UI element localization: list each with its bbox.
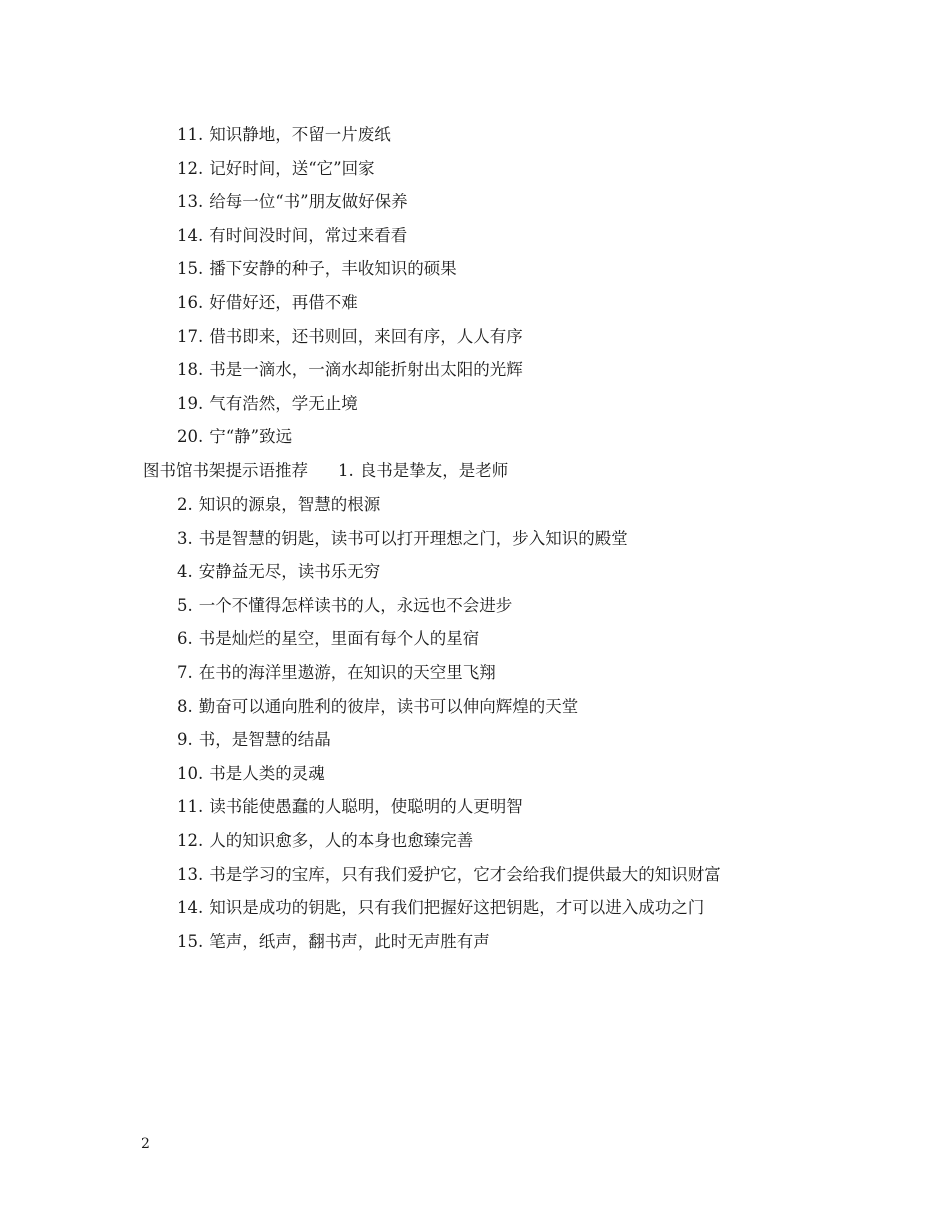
list-item: 12. 人的知识愈多，人的本身也愈臻完善 <box>177 830 474 850</box>
list-item: 14. 知识是成功的钥匙，只有我们把握好这把钥匙，才可以进入成功之门 <box>177 898 705 918</box>
list-item: 19. 气有浩然，学无止境 <box>177 393 358 413</box>
list-item: 11. 读书能使愚蠢的人聪明，使聪明的人更明智 <box>177 797 523 817</box>
list-item: 18. 书是一滴水，一滴水却能折射出太阳的光辉 <box>177 360 523 380</box>
list-item-number: 1. <box>338 461 354 480</box>
list-item: 16. 好借好还，再借不难 <box>177 292 358 312</box>
list-item: 8. 勤奋可以通向胜利的彼岸，读书可以伸向辉煌的天堂 <box>177 696 579 716</box>
list-item: 13. 书是学习的宝库，只有我们爱护它，它才会给我们提供最大的知识财富 <box>177 864 721 884</box>
list-item: 3. 书是智慧的钥匙，读书可以打开理想之门，步入知识的殿堂 <box>177 528 628 548</box>
second-list <box>0 488 950 958</box>
list-item: 14. 有时间没时间，常过来看看 <box>177 225 408 245</box>
list-item: 12. 记好时间，送“它”回家 <box>177 158 375 178</box>
section-heading-line <box>143 454 508 488</box>
list-item-text: 良书是挚友，是老师 <box>359 461 509 480</box>
first-list <box>0 118 950 454</box>
list-item: 15. 笔声，纸声，翻书声，此时无声胜有声 <box>177 931 490 951</box>
page-number: 2 <box>141 1136 150 1152</box>
list-item: 5. 一个不懂得怎样读书的人，永远也不会进步 <box>177 595 513 615</box>
list-item: 13. 给每一位“书”朋友做好保养 <box>177 192 408 212</box>
list-item: 17. 借书即来，还书则回，来回有序，人人有序 <box>177 326 523 346</box>
list-item: 2. 知识的源泉，智慧的根源 <box>177 495 381 514</box>
list-item: 20. 宁“静”致远 <box>177 427 293 447</box>
list-item: 6. 书是灿烂的星空，里面有每个人的星宿 <box>177 629 480 649</box>
list-item: 11. 知识静地，不留一片废纸 <box>177 125 391 144</box>
list-item: 15. 播下安静的种子，丰收知识的硕果 <box>177 259 457 279</box>
list-item: 9. 书，是智慧的结晶 <box>177 730 331 750</box>
list-item: 4. 安静益无尽，读书乐无穷 <box>177 562 381 582</box>
section-heading: 图书馆书架提示语推荐 <box>143 461 308 480</box>
list-item: 7. 在书的海洋里遨游，在知识的天空里飞翔 <box>177 662 496 682</box>
list-item: 10. 书是人类的灵魂 <box>177 763 325 783</box>
